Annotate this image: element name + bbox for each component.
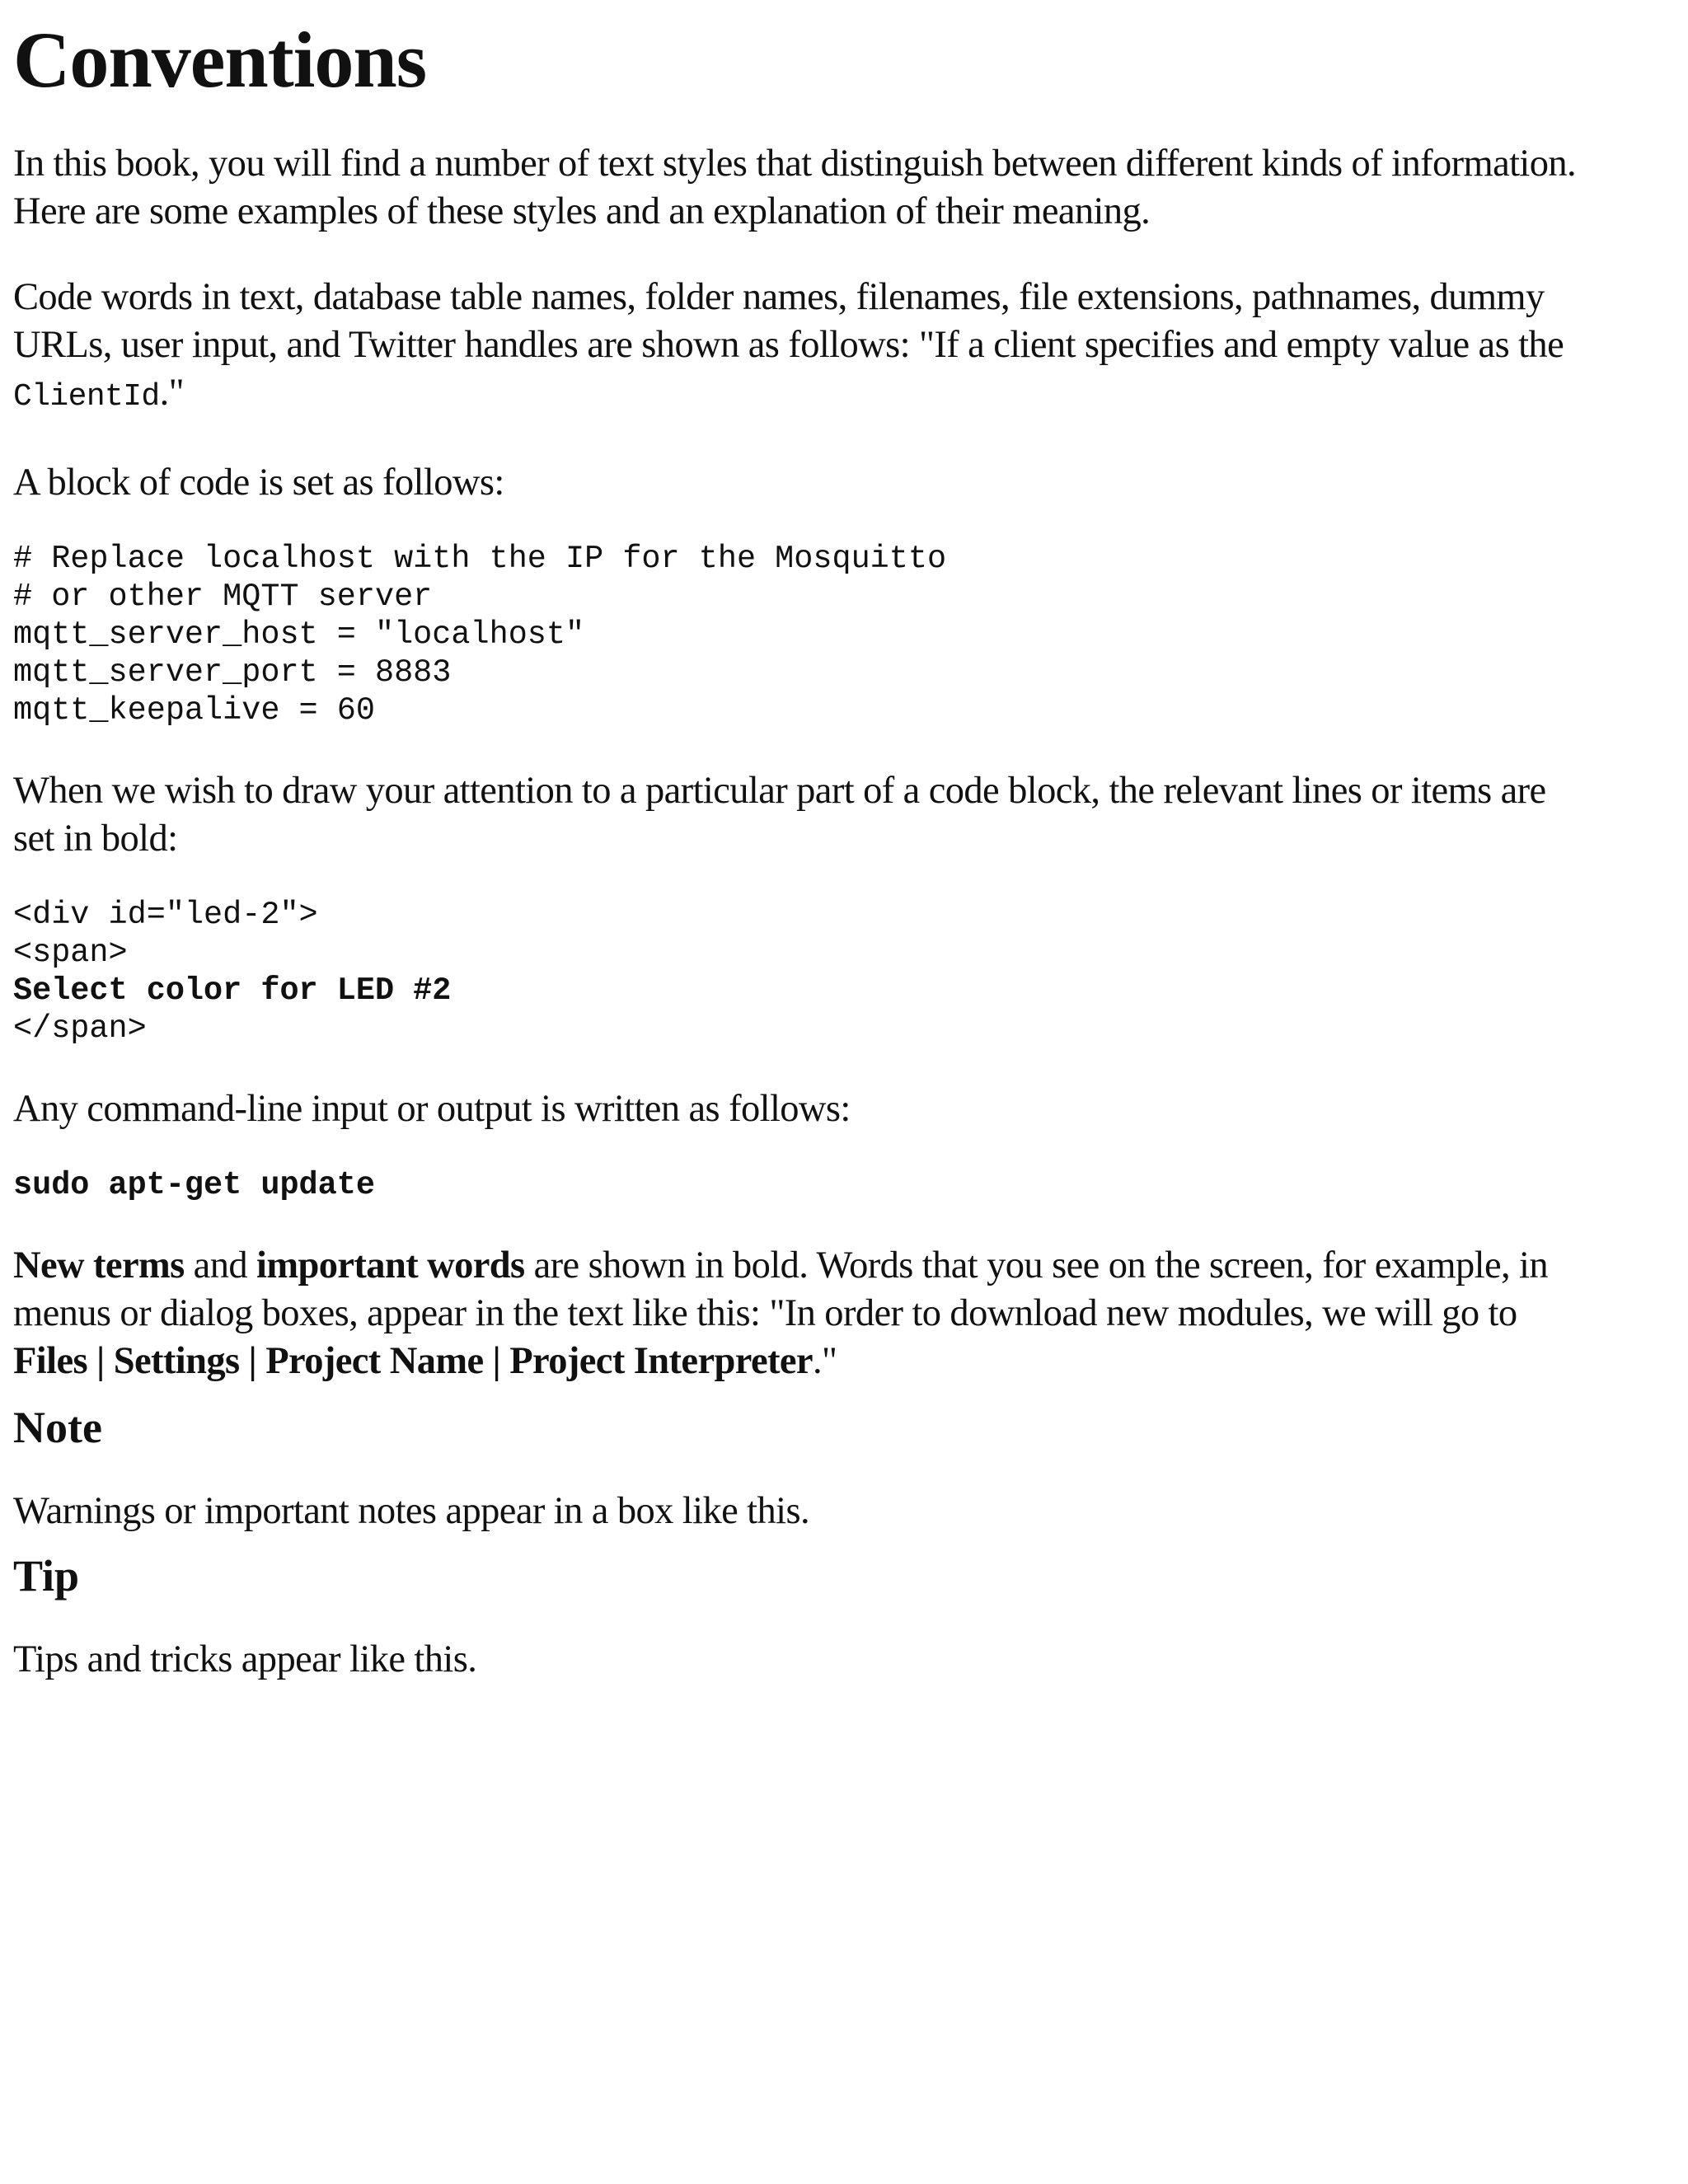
code-words-paragraph (13, 274, 1675, 421)
code-block (13, 540, 1675, 729)
terms-paragraph (13, 1242, 1675, 1385)
menu-project-interpreter: Project Interpreter (509, 1340, 813, 1382)
bold-new-terms: New terms (13, 1244, 185, 1286)
html-code-block (13, 896, 1675, 1047)
code-line: </span> (13, 1010, 147, 1047)
attention-line-1: When we wish to draw your attention to a particular part of a code block, the relevant lines or items are (13, 770, 1546, 812)
note-text: Warnings or important notes appear in a box like this. (13, 1490, 809, 1532)
intro-line-2: Here are some examples of these styles and an explanation of their meaning. (13, 190, 1151, 232)
menu-files: Files (13, 1340, 87, 1382)
code-line: # Replace localhost with the IP for the Mosquitto (13, 541, 947, 577)
note-heading: Note (13, 1403, 102, 1452)
code-line: mqtt_server_host = "localhost" (13, 616, 585, 653)
code-line: <span> (13, 935, 128, 971)
terms-line-2: menus or dialog boxes, appear in the text like this: "In order to download new modules, we will go to (13, 1292, 1517, 1334)
attention-paragraph (13, 767, 1675, 863)
code-block-intro: A block of code is set as follows: (13, 462, 504, 504)
attention-line-2: set in bold: (13, 818, 178, 860)
tip-text: Tips and tricks appear like this. (13, 1638, 477, 1680)
code-line: <div id="led-2"> (13, 897, 318, 933)
code-words-trailing: ." (159, 372, 185, 414)
menu-separator: | (483, 1340, 510, 1382)
terms-and: and (184, 1244, 257, 1286)
intro-line-1: In this book, you will find a number of text styles that distinguish between different kinds of information. (13, 143, 1577, 185)
code-words-line-2: URLs, user input, and Twitter handles are shown as follows: "If a client specifies and empty value as the (13, 324, 1564, 366)
inline-code-clientid: ClientId (13, 379, 160, 415)
code-line: # or other MQTT server (13, 579, 433, 615)
cmd-intro: Any command-line input or output is written as follows: (13, 1088, 851, 1130)
menu-separator: | (87, 1340, 114, 1382)
menu-settings: Settings (113, 1340, 240, 1382)
terms-end: ." (812, 1340, 837, 1382)
tip-heading: Tip (13, 1551, 80, 1601)
code-line: mqtt_server_port = 8883 (13, 654, 452, 691)
document-page (13, 0, 1675, 1684)
command-line-block: sudo apt-get update (13, 1167, 375, 1203)
code-line: mqtt_keepalive = 60 (13, 692, 375, 729)
code-words-line-1: Code words in text, database table names, folder names, filenames, file extensions, pathnames, dummy (13, 276, 1545, 318)
menu-separator: | (239, 1340, 266, 1382)
intro-paragraph (13, 140, 1675, 236)
terms-rest-1: are shown in bold. Words that you see on the screen, for example, in (524, 1244, 1549, 1286)
page-title: Conventions (13, 16, 427, 104)
code-line-bold: Select color for LED #2 (13, 972, 452, 1009)
menu-project-name: Project Name (265, 1340, 484, 1382)
bold-important-words: important words (256, 1244, 525, 1286)
